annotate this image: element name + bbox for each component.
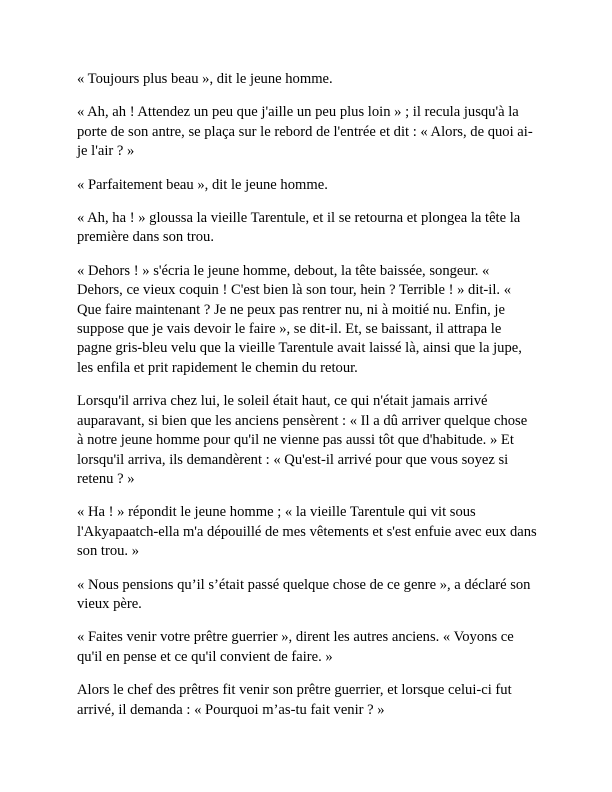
paragraph: « Ha ! » répondit le jeune homme ; « la vieille Tarentule qui vit sous l'Akyapaatch-ella m'a dépouillé de mes vêtements et s'est enfuie avec eux dans son trou. » [77,504,537,560]
paragraph: « Ah, ah ! Attendez un peu que j'aille un peu plus loin » ; il recula jusqu'à la porte de son antre, se plaça sur le rebord de l'entrée et dit : « Alors, de quoi ai-je l'air ? » [77,104,533,160]
paragraph: « Ah, ha ! » gloussa la vieille Tarentule, et il se retourna et plongea la tête la première dans son trou. [77,210,521,246]
paragraph: Alors le chef des prêtres fit venir son prêtre guerrier, et lorsque celui-ci fut arrivé, il demanda : « Pourquoi m’as-tu fait venir ? » [77,682,512,718]
document-page [77,70,537,734]
paragraph: « Nous pensions qu’il s’était passé quelque chose de ce genre », a déclaré son vieux père. [77,576,531,612]
paragraph: « Dehors ! » s'écria le jeune homme, debout, la tête baissée, songeur. « Dehors, ce vieux coquin ! C'est bien là son tour, hein ? Terrible ! » dit-il. « Que faire maintenant ? Je ne peux pas rentrer nu, ni à moitié nu. Enfin, je suppose que je vais devoir le faire », se dit-il. Et, se baissant, il attrapa le pagne gris-bleu velu que la vieille Tarentule avait laissé là, ainsi que la jupe, les enfila et prit rapidement le chemin du retour. [77,262,522,376]
paragraph: « Faites venir votre prêtre guerrier », dirent les autres anciens. « Voyons ce qu'il en pense et ce qu'il convient de faire. » [77,629,514,665]
paragraph: « Toujours plus beau », dit le jeune homme. [77,71,333,87]
paragraph: « Parfaitement beau », dit le jeune homme. [77,176,328,193]
paragraph: Lorsqu'il arriva chez lui, le soleil était haut, ce qui n'était jamais arrivé auparavant, si bien que les anciens pensèrent : « Il a dû arriver quelque chose à notre jeune homme pour qu'il ne vienne pas aussi tôt que d'habitude. » Et lorsqu'il arriva, ils demandèrent : « Qu'est-il arrivé pour que vous soyez si retenu ? » [77,393,528,487]
